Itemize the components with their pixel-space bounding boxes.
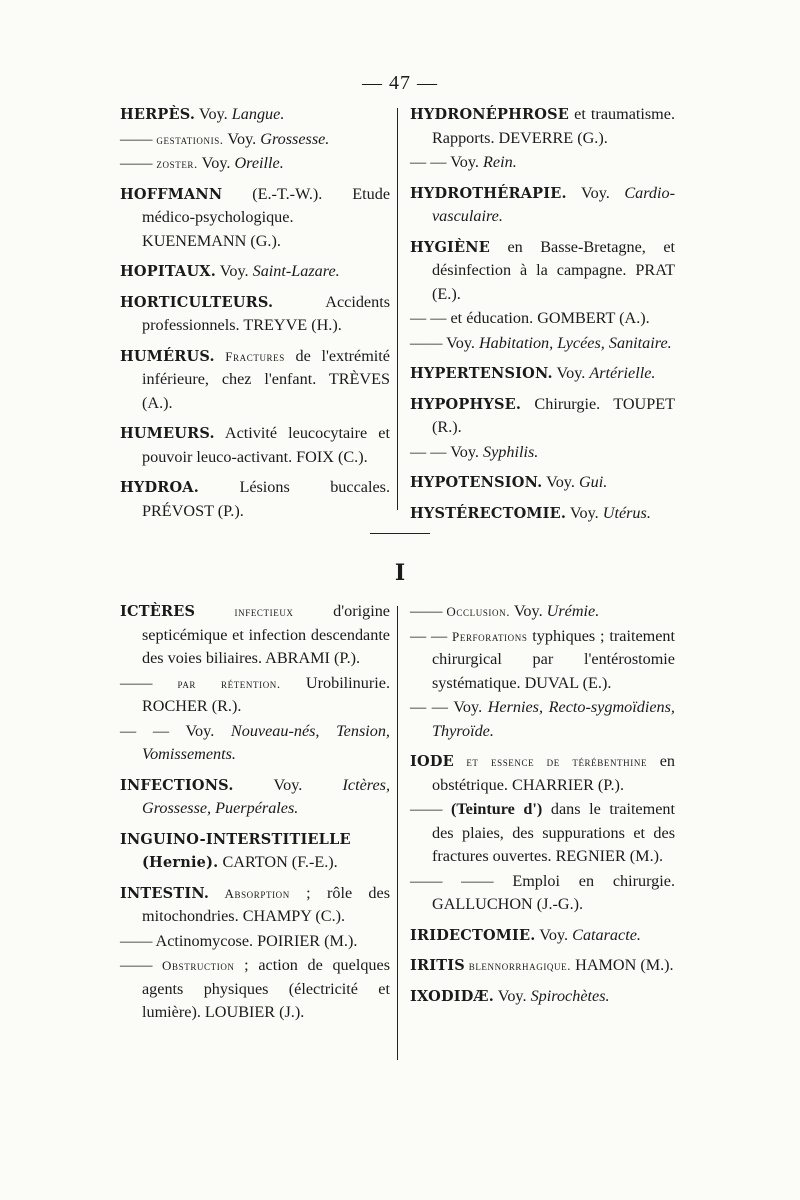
index-entry [410,798,675,869]
entry-text: Emploi en chirurgie. GALLUCHON (J.-G.). [432,871,675,913]
entry-text: Voy. [510,602,547,620]
entry-heading: IXODIDÆ. [410,987,494,1005]
entry-heading: INTESTIN. [120,884,210,902]
column-divider-top [397,108,398,510]
index-entry [410,625,675,696]
index-entry [120,930,390,954]
entry-reference: Gui. [578,473,608,491]
section-letter: I [394,560,406,586]
index-entry [410,954,675,978]
index-entry [410,362,675,386]
index-entry [410,103,675,150]
entry-heading: HERPÈS. [120,106,196,123]
entry-reference: Grossesse. [260,129,330,148]
index-entry [410,236,675,307]
index-entry [410,924,675,948]
entry-text: (E.-T.-W.). Etude médico-psychologique. KUENEMANN (G.). [142,184,390,250]
entry-text: Voy. [216,262,253,280]
entry-dash: —— [410,602,447,620]
index-entry [120,345,390,416]
entry-subheading: Fractures [214,348,285,364]
index-entry [410,600,675,624]
entry-text: Voy. [552,364,590,382]
entry-subheading: Perforations [452,628,528,644]
entry-dash: — — [410,626,453,645]
entry-heading: HUMEURS. [120,425,215,442]
entry-reference: Cataracte. [572,925,641,944]
entry-subheading: blennorrhagique. [464,958,572,973]
entry-subheading: par rétention. [177,675,281,691]
entry-heading: INFECTIONS. [120,776,234,794]
entry-text: Actinomycose. POIRIER (M.). [155,931,358,950]
entry-text: Voy. [450,442,484,461]
section-rule [370,533,430,534]
entry-reference: Cardio-vasculaire. [432,183,675,225]
entry-text: d'origine septicémique et infection descendante des voies biliaires. ABRAMI (P.). [142,602,390,667]
index-column-left-top [120,103,390,530]
entry-text: Accidents professionnels. TREYVE (H.). [142,292,390,334]
entry-subheading: gestationis. [156,131,224,147]
index-entry [120,476,390,523]
entry-text: Voy. [233,775,343,794]
entry-text: en obstétrique. CHARRIER (P.). [432,752,676,794]
entry-bold-text: (Teinture d') [450,800,543,818]
entry-heading: INGUINO-INTERSTITIELLE (Hernie). [120,830,351,871]
index-entry [410,870,675,917]
entry-text: CARTON (F.-E.). [218,853,338,871]
entry-heading: ICTÈRES [120,603,196,620]
entry-dash: —— [120,154,157,172]
entry-subheading: Absorption [209,885,290,901]
entry-heading: HYDRONÉPHROSE [410,106,570,123]
entry-dash: —— [120,956,163,974]
entry-text: et traumatisme. Rapports. DEVERRE (G.). [432,105,675,147]
index-column-right-bottom [410,600,675,1015]
index-entry [120,774,390,821]
index-entry [120,828,390,875]
entry-dash: — — [410,698,454,716]
entry-text: Voy. [197,154,235,172]
entry-heading: IODE [410,753,454,770]
entry-reference: Spirochètes. [530,986,610,1005]
page-number: — 47 — [362,72,438,94]
index-column-left-bottom [120,600,390,1032]
column-divider-bottom [397,606,398,1060]
index-entry [410,502,675,526]
entry-reference: Utérus. [602,503,651,522]
entry-heading: HOFFMANN [120,185,223,203]
entry-text: Voy. [223,129,261,148]
index-entry [120,103,390,127]
entry-reference: Rein. [483,153,517,171]
index-entry [120,720,390,767]
entry-subheading: Obstruction [162,958,235,973]
index-entry [120,183,390,254]
index-entry [410,182,675,229]
entry-text: Voy. [566,183,625,202]
entry-heading: HYPOTENSION. [410,474,543,491]
entry-reference: Langue. [231,105,285,123]
entry-reference: Syphilis. [483,442,539,461]
entry-heading: IRIDECTOMIE. [410,926,536,944]
entry-text: ; action de quelques agents physiques (électricité et lumière). LOUBIER (J.). [142,956,391,1021]
entry-dash: —— [120,673,178,692]
entry-text: Voy. [535,925,573,944]
entry-heading: HUMÉRUS. [120,347,215,365]
entry-text: Voy. [566,503,603,522]
entry-text: de l'extrémité inférieure, chez l'enfant. TRÈVES (A.). [142,346,390,412]
entry-subheading: zoster. [156,156,198,171]
entry-subheading: Occlusion. [446,604,511,619]
entry-text: Urobilinurie. ROCHER (R.). [142,673,390,715]
entry-dash: —— [410,333,447,352]
entry-dash: — — [120,721,186,740]
entry-reference: Urémie. [546,602,600,620]
entry-heading: HYPERTENSION. [410,365,553,382]
entry-text: Voy. [493,986,531,1005]
entry-dash: —— —— [410,871,513,890]
index-entry [120,954,390,1025]
entry-subheading: et essence de térébenthine [453,754,648,769]
index-column-right-top [410,103,675,532]
entry-reference: Oreille. [234,154,284,172]
index-entry [120,600,390,671]
index-entry [410,441,675,465]
entry-heading: HYDROA. [120,479,200,496]
entry-reference: Hernies, Recto-sygmoïdiens, Thyroïde. [432,698,675,740]
index-entry [410,151,675,175]
entry-heading: HOPITAUX. [120,263,217,280]
entry-dash: —— [120,129,157,148]
index-entry [120,260,390,284]
entry-reference: Nouveau-nés, Tension, Vomissements. [142,721,390,763]
entry-reference: Ictères, Grossesse, Puerpérales. [142,775,390,817]
entry-reference: Saint-Lazare. [252,262,340,280]
entry-heading: HYDROTHÉRAPIE. [410,184,567,202]
entry-dash: —— [120,931,156,950]
entry-text: typhiques ; traitement chirurgical par l'entérostomie systématique. DUVAL (E.). [432,626,675,692]
entry-text: Voy. [195,105,232,123]
entry-dash: — — [410,442,451,461]
index-entry [410,471,675,495]
entry-heading: IRITIS [410,957,465,974]
entry-heading: HYPOPHYSE. [410,395,522,413]
entry-text: ; rôle des mitochondries. CHAMPY (C.). [142,883,390,925]
index-entry [120,882,390,929]
entry-text: Activité leucocytaire et pouvoir leuco-activant. FOIX (C.). [142,424,390,466]
index-entry [120,422,390,469]
entry-reference: Habitation, Lycées, Sanitaire. [478,333,672,352]
entry-text: en Basse-Bretagne, et désinfection à la campagne. PRAT (E.). [432,237,675,303]
entry-text: Voy. [453,698,488,716]
entry-reference: Artérielle. [589,364,656,382]
entry-text: Voy. [185,721,231,740]
index-entry [410,393,675,440]
index-entry [120,152,390,176]
entry-heading: HORTICULTEURS. [120,293,274,311]
index-entry [410,307,675,331]
entry-text: Voy. [450,153,484,171]
entry-heading: HYGIÈNE [410,238,490,256]
index-entry [410,985,675,1009]
entry-dash: —— [410,800,451,818]
entry-subheading: infectieux [195,604,294,619]
entry-text: Voy. [446,333,479,352]
index-entry [410,696,675,743]
index-entry [120,672,390,719]
entry-heading: HYSTÉRECTOMIE. [410,504,567,522]
entry-text: et éducation. GOMBERT (A.). [450,309,650,327]
index-entry [410,750,675,797]
entry-text: HAMON (M.). [571,956,674,974]
index-entry [120,291,390,338]
entry-dash: — — [410,309,451,327]
entry-text: Voy. [542,473,579,491]
index-entry [120,128,390,152]
index-entry [410,332,675,356]
entry-text: Chirurgie. TOUPET (R.). [432,394,675,436]
entry-text: dans le traitement des plaies, des suppurations et des fractures ouvertes. REGNIER (M.). [432,800,675,865]
entry-text: Lésions buccales. PRÉVOST (P.). [142,478,390,520]
entry-dash: — — [410,153,451,171]
